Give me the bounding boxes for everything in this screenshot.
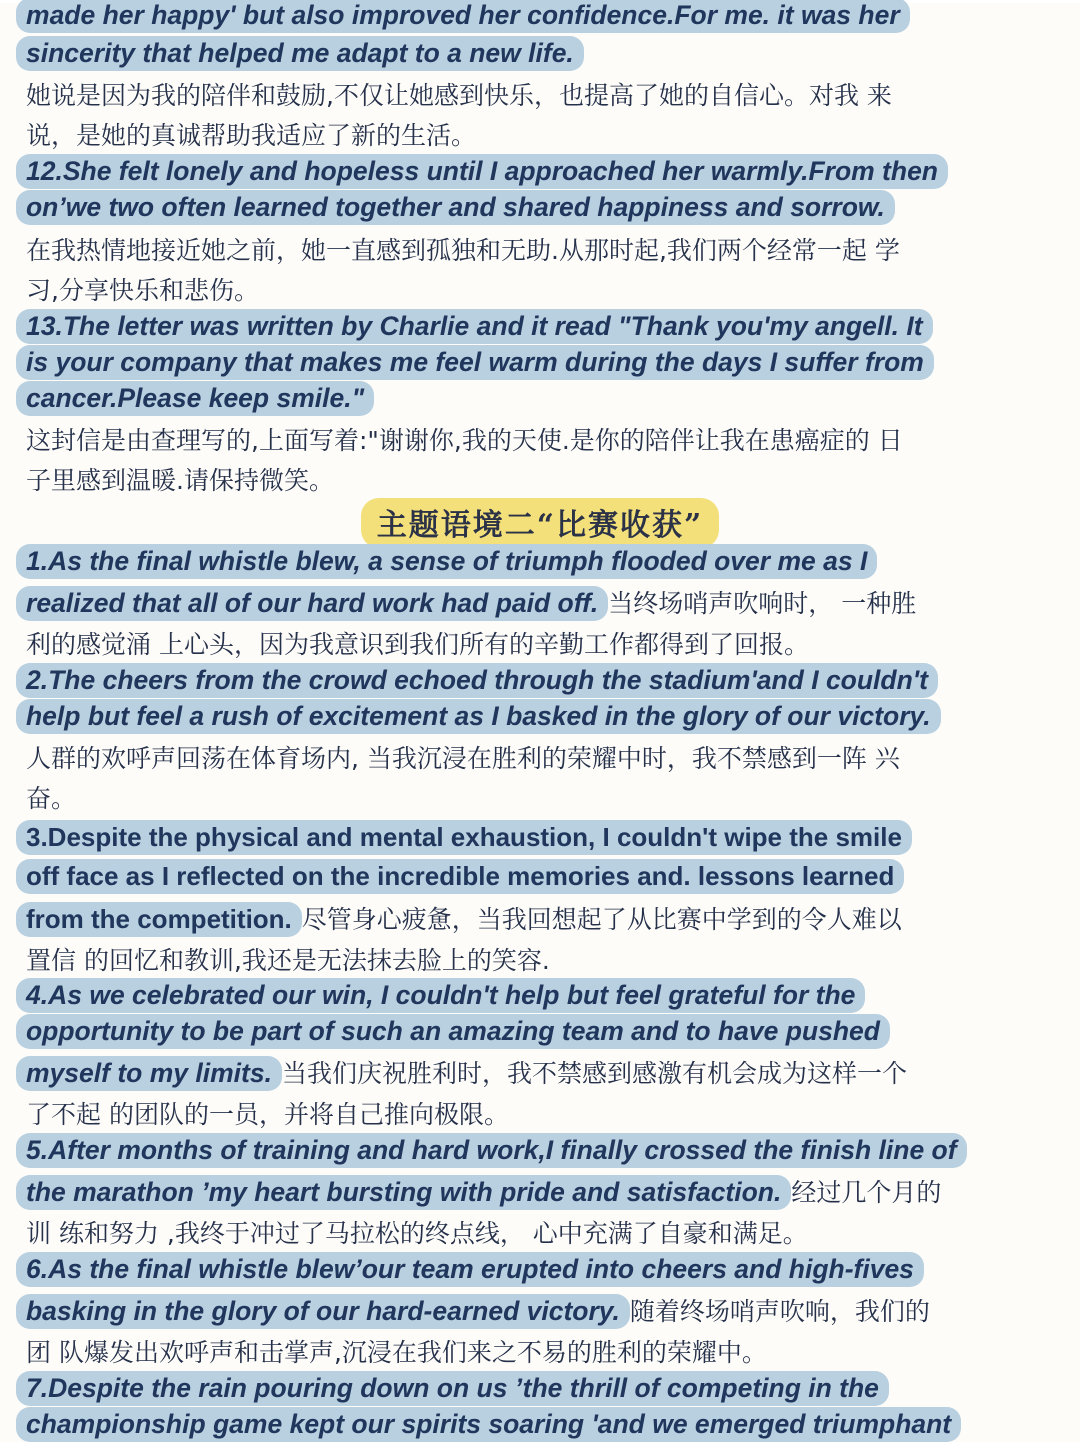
chinese-line: 人群的欢呼声回荡在体育场内, 当我沉浸在胜利的荣耀中时，我不禁感到一阵 兴 (26, 744, 900, 773)
chinese-inline: 当我们庆祝胜利时，我不禁感到感激有机会成为这样一个 (281, 1059, 907, 1088)
chinese-line: 她说是因为我的陪伴和鼓励,不仅让她感到快乐，也提高了她的自信心。对我 来 (26, 81, 892, 110)
english-line (26, 1409, 961, 1440)
highlight: made her happy' but also improved her confidence.For me. it was her (16, 0, 910, 33)
chinese-line: 置信 的回忆和教训,我还是无法抹去脸上的笑容. (26, 946, 550, 975)
english-line (26, 980, 865, 1011)
english-line (26, 311, 933, 342)
english-line (26, 1016, 890, 1047)
chinese-line: 团 队爆发出欢呼声和击掌声,沉浸在我们来之不易的胜利的荣耀中。 (26, 1338, 767, 1367)
english-line (26, 822, 912, 853)
chinese-line: 利的感觉涌 上心头，因为我意识到我们所有的辛勤工作都得到了回报。 (26, 630, 809, 659)
chinese-line: 子里感到温暖.请保持微笑。 (26, 466, 334, 495)
chinese-line: 了不起 的团队的一员，并将自己推向极限。 (26, 1100, 509, 1129)
highlight: 5.After months of training and hard work,I finally crossed the finish line of (16, 1133, 967, 1168)
highlight: from the competition. (16, 902, 302, 937)
highlight: 4.As we celebrated our win, I couldn't help but feel grateful for the (16, 978, 865, 1013)
highlight: championship game kept our spirits soaring 'and we emerged triumphant (16, 1407, 961, 1442)
english-line (26, 383, 374, 414)
chinese-inline: 随着终场哨声吹响，我们的 (629, 1297, 930, 1326)
chinese-line: 习,分享快乐和悲伤。 (26, 276, 259, 305)
chinese-inline: 经过几个月的 (791, 1178, 942, 1207)
highlight: is your company that makes me feel warm during the days I suffer from (16, 345, 934, 380)
highlight: 2.The cheers from the crowd echoed through the stadium'and I couldn't (16, 663, 938, 698)
english-line (26, 156, 948, 187)
highlight: on’we two often learned together and shared happiness and sorrow. (16, 190, 895, 225)
english-line (26, 192, 895, 223)
english-line (26, 1173, 941, 1209)
highlight: myself to my limits. (16, 1056, 282, 1091)
chinese-line: 训 练和努力 ,我终于冲过了马拉松的终点线， 心中充满了自豪和满足。 (26, 1219, 808, 1248)
english-line (26, 584, 916, 620)
english-line (26, 665, 938, 696)
english-line (26, 1254, 924, 1285)
highlight: opportunity to be part of such an amazing team and to have pushed (16, 1014, 890, 1049)
highlight: off face as I reflected on the incredible memories and. lessons learned (16, 859, 904, 894)
english-line (26, 701, 941, 732)
highlight: the marathon ’my heart bursting with pride and satisfaction. (16, 1175, 791, 1210)
highlight: help but feel a rush of excitement as I basked in the glory of our victory. (16, 699, 941, 734)
english-line (26, 0, 910, 31)
english-line (26, 900, 902, 936)
english-line (26, 1373, 889, 1404)
highlight: 7.Despite the rain pouring down on us ’the thrill of competing in the (16, 1371, 889, 1406)
chinese-line: 这封信是由查理写的,上面写着:"谢谢你,我的天使.是你的陪伴让我在患癌症的 日 (26, 426, 903, 455)
highlight: 6.As the final whistle blew’our team erupted into cheers and high-fives (16, 1252, 924, 1287)
chinese-inline: 当终场哨声吹响时， 一种胜 (608, 589, 917, 618)
chinese-line: 奋。 (26, 784, 77, 813)
english-line (26, 347, 934, 378)
chinese-line: 说，是她的真诚帮助我适应了新的生活。 (26, 121, 477, 150)
highlight: 13.The letter was written by Charlie and it read "Thank you'my angell. It (16, 309, 933, 344)
section-heading: 主题语境二“比赛收获” (361, 498, 720, 548)
highlight: 1.As the final whistle blew, a sense of triumph flooded over me as I (16, 544, 877, 579)
highlight: sincerity that helped me adapt to a new life. (16, 36, 584, 71)
highlight: cancer.Please keep smile." (16, 381, 374, 416)
chinese-inline: 尽管身心疲惫，当我回想起了从比赛中学到的令人难以 (301, 905, 902, 934)
highlight: realized that all of our hard work had paid off. (16, 586, 608, 621)
english-line (26, 38, 584, 69)
highlight: basking in the glory of our hard-earned victory. (16, 1294, 630, 1329)
english-line (26, 1054, 907, 1090)
english-line (26, 546, 877, 577)
english-line (26, 1135, 967, 1166)
highlight: 3.Despite the physical and mental exhaustion, I couldn't wipe the smile (16, 820, 912, 855)
english-line (26, 861, 904, 892)
chinese-line: 在我热情地接近她之前，她一直感到孤独和无助.从那时起,我们两个经常一起 学 (26, 236, 900, 265)
english-line (26, 1292, 930, 1328)
highlight: 12.She felt lonely and hopeless until I approached her warmly.From then (16, 154, 948, 189)
section-heading-row (0, 498, 1080, 548)
